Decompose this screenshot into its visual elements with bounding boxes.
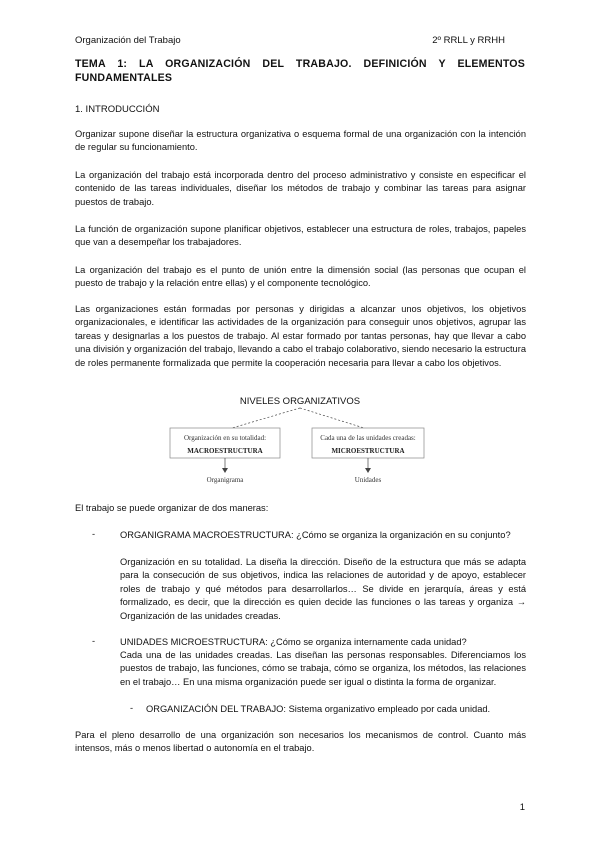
paragraph: La función de organización supone planificar objetivos, establecer una estructura de roles, trabajos, papeles que van a desempeñar los trabajadores. — [75, 224, 526, 248]
list-item-body: Cada una de las unidades creadas. Las diseñan las personas responsables. Diferenciamos los puestos de trabajo, las funciones, cómo se trabaja, cómo se organiza, los métodos, las relaciones en el trabajo… En una misma organización puede ser igual o distinta la forma de organizar. — [120, 650, 526, 687]
header-right: 2º RRLL y RRHH — [432, 35, 505, 46]
list-item-heading: ORGANIGRAMA MACROESTRUCTURA: ¿Cómo se organiza la organización en su conjunto? — [120, 530, 511, 540]
paragraph: La organización del trabajo está incorporada dentro del proceso administrativo y consiste en especificar el contenido de las tareas individuales, diseñar los métodos de trabajo y combinar las tareas para asignar puestos de trabajo. — [75, 170, 526, 207]
sub-list-item: ORGANIZACIÓN DEL TRABAJO: Sistema organizativo empleado por cada unidad. — [146, 704, 491, 714]
document-title — [75, 57, 525, 85]
macro-box-caption: Organización en su totalidad: — [183, 434, 267, 442]
list-intro: El trabajo se puede organizar de dos maneras: — [75, 503, 269, 513]
connector-left — [232, 408, 300, 428]
list-item-body: Organización en su totalidad. La diseña la dirección. Diseño de la estructura que más se adapta para la consecución de sus objetivos, indica las relaciones de autoridad y de apoyo, establecer roles de trabajo y qué métodos para desarrollarlos… Se divide en jerarquía, áreas y está formalizado, es decir, que la dirección es quien decide las funciones o las tareas y organiza → Organización de las unidades creadas. — [120, 557, 526, 621]
title-line-2: FUNDAMENTALES — [75, 72, 173, 84]
levels-diagram — [150, 394, 450, 494]
paragraph: Las organizaciones están formadas por personas y dirigidas a alcanzar unos objetivos, los objetivos organizacionales, e identificar las actividades de la organización para conseguir unos objetivos, agrupar las tareas y designarlas a los puestos de trabajo. Al estar formado por tantas personas, hay que llevar a cabo una división y organización del trabajo, llevando a cabo el trabajo colaborativo, siendo necesario la estructura de roles permanente formalizada que permite la cooperación necesaria para llevar a cabo los objetivos. — [75, 304, 526, 368]
diagram-title: NIVELES ORGANIZATIVOS — [239, 396, 361, 407]
header-left: Organización del Trabajo — [75, 35, 181, 46]
levels-diagram-svg — [150, 394, 450, 494]
right-result: Unidades — [354, 476, 382, 484]
page-number: 1 — [519, 802, 525, 813]
paragraph: Organizar supone diseñar la estructura organizativa o esquema formal de una organización con la intención de regular su funcionamiento. — [75, 129, 526, 153]
macro-box-title: MACROESTRUCTURA — [187, 447, 263, 455]
micro-box-caption: Cada una de las unidades creadas: — [320, 434, 416, 442]
paragraph: La organización del trabajo es el punto de unión entre la dimensión social (las personas que ocupan el puesto de trabajo y la relación entre ellas) y el componente tecnológico. — [75, 265, 526, 289]
section-heading: 1. INTRODUCCIÓN — [75, 104, 160, 115]
arrow-right-head — [365, 468, 371, 473]
list-marker: - — [92, 636, 96, 646]
arrow-left-head — [222, 468, 228, 473]
connector-right — [300, 408, 364, 428]
list-marker: - — [92, 529, 96, 539]
closing-paragraph: Para el pleno desarrollo de una organización son necesarios los mecanismos de control. Cuanto más intensos, más o menos libertad o autonomía en el trabajo. — [75, 730, 526, 754]
left-result: Organigrama — [206, 476, 244, 484]
micro-box-title: MICROESTRUCTURA — [331, 447, 405, 455]
list-item-heading: UNIDADES MICROESTRUCTURA: ¿Cómo se organiza internamente cada unidad? — [120, 637, 467, 647]
title-line-1: TEMA 1: LA ORGANIZACIÓN DEL TRABAJO. DEFINICIÓN Y ELEMENTOS — [75, 58, 525, 70]
sub-list-marker: - — [130, 703, 134, 713]
